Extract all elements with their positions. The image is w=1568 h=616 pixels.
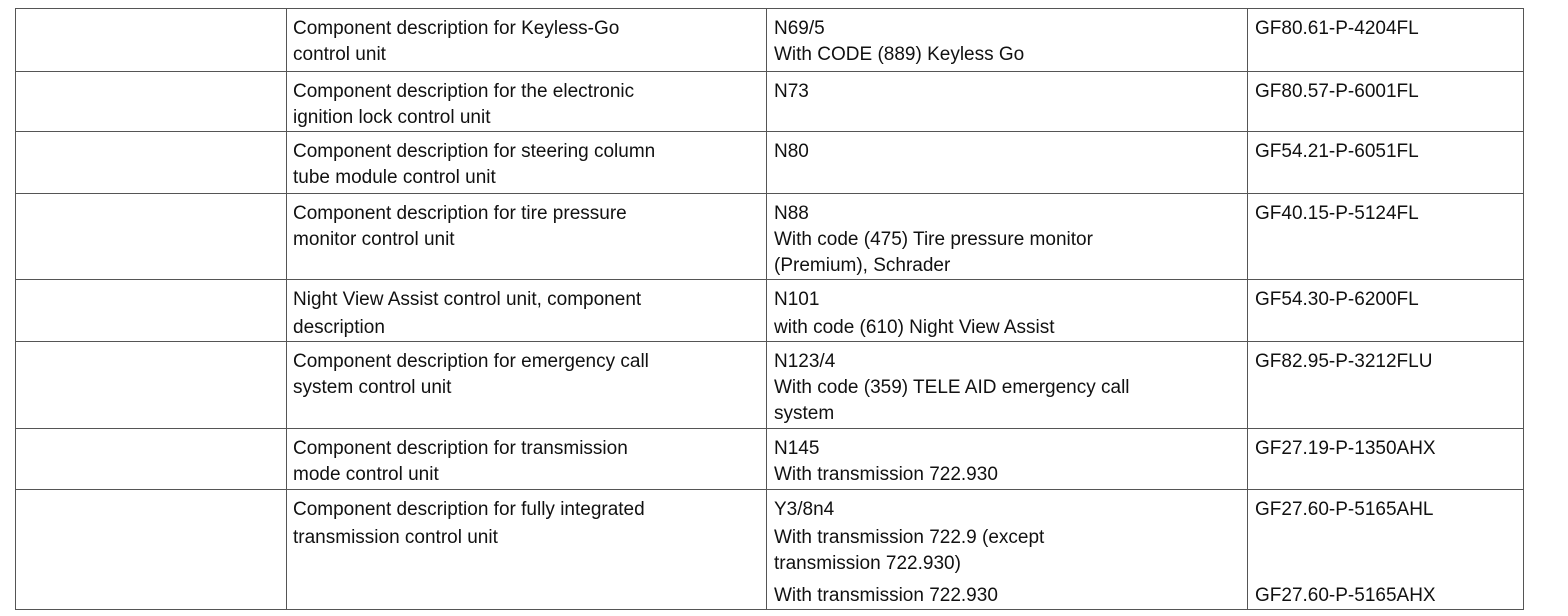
description-line: system control unit bbox=[293, 377, 452, 398]
document-number: GF82.95-P-3212FLU bbox=[1255, 351, 1433, 372]
table-row bbox=[16, 280, 1524, 342]
code-condition: with code (610) Night View Assist bbox=[774, 317, 1055, 338]
component-description-cell bbox=[287, 490, 767, 610]
description-line: transmission control unit bbox=[293, 527, 498, 548]
component-code: N69/5 bbox=[774, 18, 825, 39]
document-number-cell bbox=[1248, 194, 1524, 280]
component-description-cell bbox=[287, 72, 767, 132]
blank-cell bbox=[16, 194, 287, 280]
document-number-cell bbox=[1248, 490, 1524, 610]
code-condition: With transmission 722.930 bbox=[774, 464, 998, 485]
blank-cell bbox=[16, 342, 287, 429]
document-number-cell bbox=[1248, 9, 1524, 72]
component-code-cell bbox=[767, 280, 1248, 342]
description-line: ignition lock control unit bbox=[293, 107, 491, 128]
component-code-cell bbox=[767, 490, 1248, 610]
description-line: description bbox=[293, 317, 385, 338]
component-code-cell bbox=[767, 342, 1248, 429]
description-line: Component description for tire pressure bbox=[293, 203, 627, 224]
component-code-cell bbox=[767, 9, 1248, 72]
table-row bbox=[16, 9, 1524, 72]
document-number: GF80.61-P-4204FL bbox=[1255, 18, 1419, 39]
table-row bbox=[16, 72, 1524, 132]
description-line: Component description for the electronic bbox=[293, 81, 635, 102]
code-condition: With code (359) TELE AID emergency call bbox=[774, 377, 1130, 398]
component-code-cell bbox=[767, 194, 1248, 280]
document-number-cell bbox=[1248, 132, 1524, 194]
document-number-cell bbox=[1248, 342, 1524, 429]
component-description-cell bbox=[287, 429, 767, 490]
description-line: Component description for emergency call bbox=[293, 351, 649, 372]
code-condition: (Premium), Schrader bbox=[774, 255, 951, 276]
component-description-cell bbox=[287, 194, 767, 280]
document-number: GF27.19-P-1350AHX bbox=[1255, 438, 1436, 459]
code-condition: With transmission 722.930 bbox=[774, 585, 998, 606]
description-line: control unit bbox=[293, 44, 386, 65]
component-table bbox=[15, 8, 1524, 610]
document-number: GF27.60-P-5165AHX bbox=[1255, 585, 1436, 606]
document-number: GF40.15-P-5124FL bbox=[1255, 203, 1419, 224]
description-line: Component description for transmission bbox=[293, 438, 628, 459]
component-code: N145 bbox=[774, 438, 820, 459]
blank-cell bbox=[16, 132, 287, 194]
blank-cell bbox=[16, 280, 287, 342]
document-number: GF80.57-P-6001FL bbox=[1255, 81, 1419, 102]
table-row bbox=[16, 342, 1524, 429]
code-condition: With CODE (889) Keyless Go bbox=[774, 44, 1025, 65]
blank-cell bbox=[16, 9, 287, 72]
table-row bbox=[16, 429, 1524, 490]
description-line: monitor control unit bbox=[293, 229, 455, 250]
component-code-cell bbox=[767, 429, 1248, 490]
component-description-cell bbox=[287, 132, 767, 194]
component-code: N73 bbox=[774, 81, 809, 102]
blank-cell bbox=[16, 72, 287, 132]
component-code: N88 bbox=[774, 203, 809, 224]
component-description-cell bbox=[287, 9, 767, 72]
document-number-cell bbox=[1248, 72, 1524, 132]
description-line: Night View Assist control unit, component bbox=[293, 289, 642, 310]
table-row bbox=[16, 194, 1524, 280]
code-condition: With code (475) Tire pressure monitor bbox=[774, 229, 1093, 250]
component-code: N80 bbox=[774, 141, 809, 162]
component-description-cell bbox=[287, 342, 767, 429]
document-number: GF27.60-P-5165AHL bbox=[1255, 499, 1434, 520]
component-code-cell bbox=[767, 72, 1248, 132]
document-number: GF54.21-P-6051FL bbox=[1255, 141, 1419, 162]
component-code: Y3/8n4 bbox=[774, 499, 835, 520]
document-number-cell bbox=[1248, 280, 1524, 342]
component-code: N123/4 bbox=[774, 351, 836, 372]
code-condition: transmission 722.930) bbox=[774, 553, 961, 574]
table-row bbox=[16, 490, 1524, 610]
code-condition: With transmission 722.9 (except bbox=[774, 527, 1045, 548]
document-number-cell bbox=[1248, 429, 1524, 490]
description-line: Component description for fully integrated bbox=[293, 499, 645, 520]
document-number: GF54.30-P-6200FL bbox=[1255, 289, 1419, 310]
component-code: N101 bbox=[774, 289, 820, 310]
description-line: Component description for Keyless-Go bbox=[293, 18, 620, 39]
description-line: tube module control unit bbox=[293, 167, 496, 188]
blank-cell bbox=[16, 429, 287, 490]
table-row bbox=[16, 132, 1524, 194]
description-line: Component description for steering column bbox=[293, 141, 656, 162]
description-line: mode control unit bbox=[293, 464, 439, 485]
component-description-cell bbox=[287, 280, 767, 342]
component-code-cell bbox=[767, 132, 1248, 194]
blank-cell bbox=[16, 490, 287, 610]
code-condition: system bbox=[774, 403, 835, 424]
